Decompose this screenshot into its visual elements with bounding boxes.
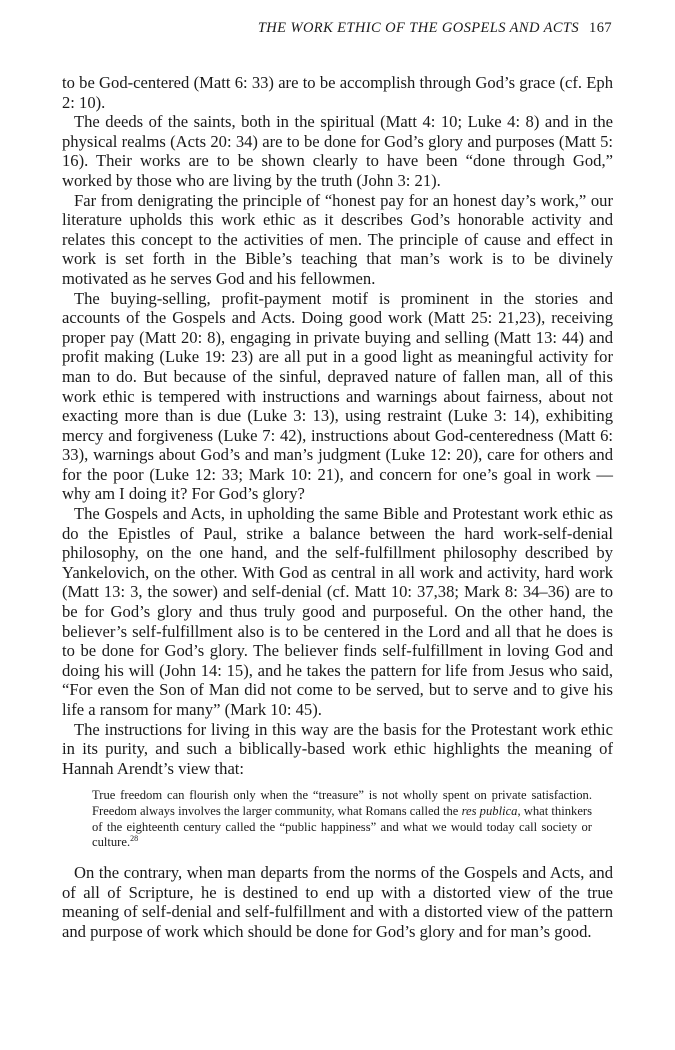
paragraph-continued: to be God-centered (Matt 6: 33) are to be accomplish through God’s grace (cf. Eph 2: 10).: [62, 73, 613, 112]
quote-text-end: , what thinkers of the eighteenth century called the “public happiness” and what we would today call society or culture.: [92, 804, 592, 850]
page-body: [62, 73, 613, 942]
block-quote: [92, 788, 592, 851]
paragraph: The buying-selling, profit-payment motif is prominent in the stories and accounts of the Gospels and Acts. Doing good work (Matt 25: 21,23), receiving proper pay (Matt 20: 8), engaging in private buying and selling (Matt 13: 44) and profit making (Luke 19: 23) are all put in a good light as meaningful activity for man to do. But because of the sinful, depraved nature of fallen man, all of this work ethic is tempered with instructions and warnings about fairness, about not exacting more than is due (Luke 3: 13), using restraint (Luke 3: 14), exhibiting mercy and forgiveness (Luke 7: 42), instructions about God-centeredness (Matt 6: 33), warnings about God’s and man’s judgment (Luke 12: 20), care for others and for the poor (Luke 12: 33; Mark 10: 21), and concern for one’s goal in work — why am I doing it? For God’s glory?: [62, 288, 613, 504]
paragraph-closing: On the contrary, when man departs from the norms of the Gospels and Acts, and of all of Scripture, he is destined to end up with a distorted view of the true meaning of self-denial and self-fulfillment and with a distorted view of the pattern and purpose of work which should be done for God’s glory and for man’s good.: [62, 863, 613, 941]
quote-text-start: True freedom can flourish only when the “treasure” is not wholly spent on private satisfaction. Freedom always involves the larger community, what Romans called the: [92, 788, 592, 819]
running-title: THE WORK ETHIC OF THE GOSPELS AND ACTS: [257, 20, 580, 36]
paragraph: The deeds of the saints, both in the spiritual (Matt 4: 10; Luke 4: 8) and in the physical realms (Acts 20: 34) are to be done for God’s glory and purposes (Matt 5: 16). Their works are to be shown clearly to have been “done through God,” worked by those who are living by the truth (John 3: 21).: [62, 112, 613, 190]
paragraph: The instructions for living in this way are the basis for the Protestant work ethic in its purity, and such a biblically-based work ethic highlights the meaning of Hannah Arendt’s view that:: [62, 719, 613, 778]
footnote-marker: 28: [130, 834, 139, 844]
paragraph: The Gospels and Acts, in upholding the same Bible and Protestant work ethic as do the Epistles of Paul, strike a balance between the hard work-self-denial philosophy, on the one hand, and the self-fulfillment philosophy described by Yankelovich, on the other. With God as central in all work and activity, hard work (Matt 13: 3, the sower) and self-denial (cf. Matt 10: 37,38; Mark 8: 34–36) are to be for God’s glory and thus truly good and purposeful. On the other hand, the believer’s self-fulfillment also is to be centered in the Lord and all that he does is to be done for God’s glory. The believer finds self-fulfillment in loving God and doing his will (John 14: 15), and he takes the pattern for life from Jesus who said, “For even the Son of Man did not come to be served, but to serve and to give his life a ransom for many” (Mark 10: 45).: [62, 504, 613, 719]
running-header: [90, 20, 612, 37]
quote-italic-term: res publica: [461, 804, 518, 819]
paragraph: Far from denigrating the principle of “honest pay for an honest day’s work,” our literature upholds this work ethic as it describes God’s honorable activity and relates this concept to the activities of men. The principle of cause and effect in work is set forth in the Bible’s teaching that man’s work is to be divinely motivated as he serves God and his fellowmen.: [62, 190, 613, 288]
page-number: 167: [589, 20, 612, 36]
